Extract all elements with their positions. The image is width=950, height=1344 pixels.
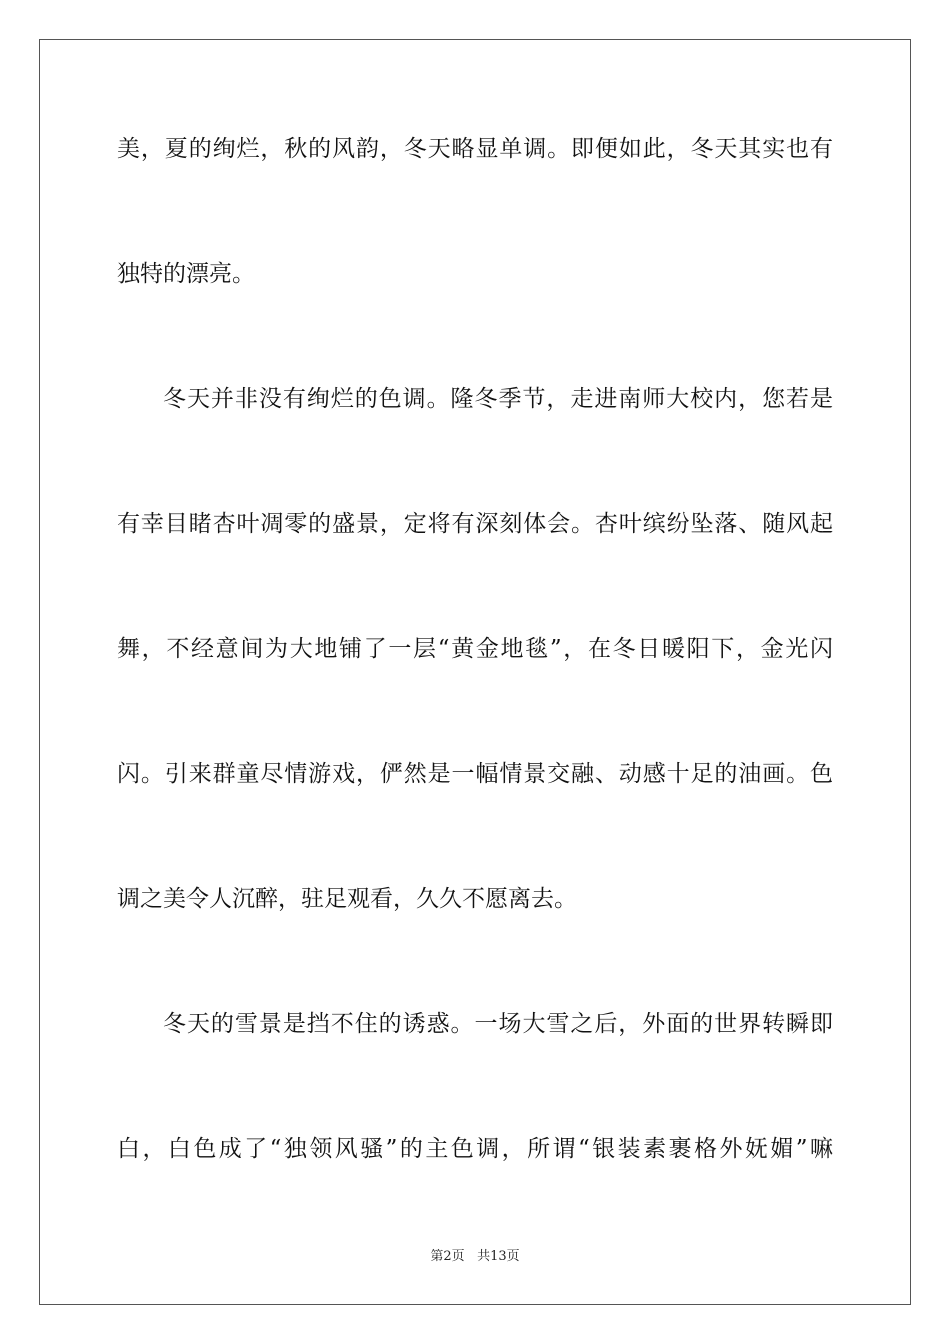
paragraph-line: 独特的漂亮。: [117, 261, 255, 287]
page-number: 第2页: [430, 1249, 465, 1264]
paragraph-line: 冬天的雪景是挡不住的诱惑。一场大雪之后，外面的世界转瞬即: [163, 1011, 833, 1037]
paragraph-line: 白，白色成了“独领风骚”的主色调，所谓“银装素裹格外妩媚”嘛: [117, 1136, 833, 1162]
page-total: 共13页: [477, 1249, 520, 1264]
paragraph-line: 闪。引来群童尽情游戏，俨然是一幅情景交融、动感十足的油画。色: [117, 761, 833, 787]
page-footer: [0, 1248, 950, 1266]
paragraph-line: 美，夏的绚烂，秋的风韵，冬天略显单调。即便如此，冬天其实也有: [117, 136, 833, 162]
paragraph-line: 调之美令人沉醉，驻足观看，久久不愿离去。: [117, 886, 577, 912]
paragraph-line: 有幸目睹杏叶凋零的盛景，定将有深刻体会。杏叶缤纷坠落、随风起: [117, 511, 833, 537]
paragraph-line: 舞，不经意间为大地铺了一层“黄金地毯”，在冬日暖阳下，金光闪: [117, 636, 833, 662]
paragraph-line: 冬天并非没有绚烂的色调。隆冬季节，走进南师大校内，您若是: [163, 386, 833, 412]
page-border: [39, 39, 911, 1305]
